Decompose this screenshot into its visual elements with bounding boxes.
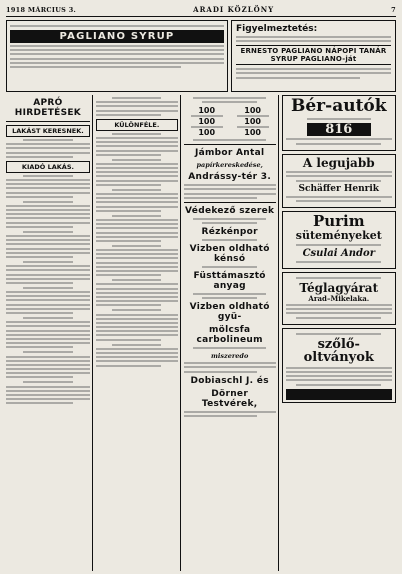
text-line: [6, 265, 90, 267]
text-line: [96, 240, 162, 242]
text-line: [96, 318, 178, 320]
figyelmeztetes-ad: [231, 20, 396, 92]
classified-entry: [6, 231, 90, 258]
vizben-kenso-body: [184, 266, 276, 268]
text-line: [6, 222, 90, 224]
vizben-kenso-title: Vizben oldható kénsó: [189, 243, 270, 264]
vizben-title-line-2: mölcsfa carbolineum: [196, 325, 263, 346]
text-line: [6, 342, 90, 344]
ber-autok-body: [286, 118, 392, 120]
text-line: [6, 346, 73, 348]
text-line: [286, 379, 392, 381]
text-line: [286, 171, 392, 173]
text-line: [96, 274, 162, 276]
text-line: [236, 77, 360, 79]
szollo-lead: [286, 333, 392, 335]
text-line: [96, 326, 178, 328]
text-line: [96, 114, 162, 116]
jambor-address: Andrássy-tér 3.: [188, 172, 272, 183]
text-line: [6, 243, 90, 245]
text-line: [96, 175, 178, 177]
text-line: [6, 192, 90, 194]
grid-number: 100: [244, 106, 261, 116]
szollo-title-line-2: oltványok: [303, 350, 374, 366]
text-line: [112, 133, 161, 135]
csulai-body: [286, 261, 392, 263]
classified-entry: [96, 309, 178, 340]
szollo-title-line-1: szőlő-: [317, 336, 360, 352]
running-head-page-number: 7: [391, 6, 396, 14]
section-header-flats-to-let: KIADÓ LAKÁS.: [6, 161, 90, 173]
text-line: [6, 213, 90, 215]
text-line: [296, 180, 381, 182]
text-line: [236, 68, 391, 70]
text-line: [286, 371, 392, 373]
text-line: [184, 184, 276, 186]
ber-autok-ad: [282, 95, 396, 151]
grid-number: 100: [244, 117, 261, 127]
text-line: [96, 201, 178, 203]
text-line: [6, 274, 90, 276]
text-line: [6, 386, 90, 388]
text-line: [96, 236, 178, 238]
purim-body: [286, 244, 392, 246]
text-line: [6, 390, 90, 392]
vizben-body: [184, 347, 276, 349]
section-header-miscellaneous: KÜLÖNFÉLE.: [96, 119, 178, 131]
text-line: [6, 295, 90, 297]
text-line: [6, 334, 90, 336]
display-ad-head: [184, 97, 276, 103]
text-line: [286, 308, 392, 310]
text-line: [96, 210, 162, 212]
szollo-ad: [282, 328, 396, 403]
purim-subtitle: süteményeket: [295, 229, 382, 243]
grid-number: 100: [244, 128, 261, 138]
text-line: [184, 362, 276, 364]
text-line: [191, 115, 223, 117]
text-line: [23, 231, 73, 233]
text-line: [96, 352, 178, 354]
figyelmeztetes-banner: ERNESTO PAGLIANO NÁPOPI TANÁR SYRUP PAGLIANO-ját: [236, 45, 391, 65]
running-head-date: 1918 MÁRCIUS 3.: [6, 6, 77, 14]
legujabb-body: [286, 171, 392, 181]
text-line: [296, 244, 381, 246]
classified-entry: [6, 139, 90, 158]
text-line: [6, 256, 73, 258]
szollo-body: [286, 367, 392, 386]
text-line: [10, 45, 224, 47]
classified-entry: [96, 133, 178, 156]
text-line: [112, 159, 161, 161]
text-line: [96, 223, 178, 225]
figyelmeztetes-title: Figyelmeztetés:: [236, 24, 318, 34]
text-line: [96, 270, 178, 272]
column-3: [184, 95, 279, 571]
text-line: [96, 180, 178, 182]
text-line: [6, 147, 90, 149]
text-line: [6, 179, 90, 181]
figyelmeztetes-lead-lines: [236, 36, 391, 42]
text-line: [96, 330, 178, 332]
classified-entry: [96, 97, 178, 116]
columns: [6, 95, 396, 571]
classified-entry: [96, 279, 178, 306]
text-line: [6, 209, 90, 211]
text-line: [191, 126, 223, 128]
text-line: [10, 62, 224, 64]
text-line: [96, 262, 178, 264]
text-line: [6, 308, 90, 310]
vedekezo-body: [184, 218, 276, 224]
text-line: [112, 97, 161, 99]
column-1: [6, 95, 93, 571]
text-line: [96, 249, 178, 251]
text-line: [286, 175, 392, 177]
miszeredo-label: miszeredo: [211, 352, 249, 361]
top-ad-row: [6, 20, 396, 92]
running-head: [6, 5, 396, 17]
text-line: [96, 348, 178, 350]
text-line: [23, 175, 73, 177]
text-line: [6, 394, 90, 396]
text-line: [6, 368, 90, 370]
rezkenpor-body: [184, 239, 276, 241]
text-line: [184, 188, 276, 190]
text-line: [193, 293, 266, 295]
divider: [6, 121, 90, 122]
classified-entry: [6, 381, 90, 404]
dobiaschl-body: [184, 411, 276, 417]
szollo-contact-bar: [286, 389, 392, 400]
text-line: [96, 339, 162, 341]
text-line: [296, 384, 381, 386]
text-line: [6, 196, 73, 198]
classified-entry: [96, 344, 178, 367]
text-line: [202, 297, 257, 299]
section-header-wanted-flats: LAKÁST KERESNEK.: [6, 125, 90, 137]
text-line: [307, 118, 371, 120]
schaffer-body: [286, 196, 392, 202]
text-line: [23, 287, 73, 289]
text-line: [193, 347, 266, 349]
text-line: [6, 278, 90, 280]
text-line: [6, 398, 90, 400]
text-line: [6, 330, 90, 332]
text-line: [296, 277, 381, 279]
text-line: [10, 66, 181, 68]
miszeredo-body: [184, 362, 276, 372]
fustolo-title: Füsttámasztó anyag: [193, 270, 266, 291]
jambor-title: Jámbor Antal: [194, 148, 265, 159]
text-line: [6, 183, 90, 185]
schaffer-name: Schäffer Henrik: [298, 183, 380, 194]
text-line: [184, 197, 257, 199]
vedekezo-title: Védekező szerek: [185, 205, 275, 216]
divider: [184, 202, 276, 203]
text-line: [296, 200, 381, 202]
jambor-body: [184, 184, 276, 199]
text-line: [193, 97, 266, 99]
text-line: [6, 364, 90, 366]
text-line: [96, 365, 162, 367]
text-line: [6, 152, 90, 154]
text-line: [6, 217, 90, 219]
figyelmeztetes-body-lines: [236, 68, 391, 78]
text-line: [6, 239, 90, 241]
classified-entry: [6, 317, 90, 348]
dobiaschl-subtitle: Dörner Testvérek,: [201, 388, 258, 409]
text-line: [96, 145, 178, 147]
text-line: [112, 309, 161, 311]
text-line: [237, 115, 269, 117]
legujabb-ad: [282, 154, 396, 209]
text-line: [193, 218, 266, 220]
text-line: [286, 375, 392, 377]
classified-entry: [96, 215, 178, 242]
legujabb-title: A legujabb: [302, 155, 375, 170]
text-line: [296, 143, 381, 145]
vizben-title-line-1: Vizben oldható gyü-: [189, 302, 270, 323]
text-line: [6, 376, 73, 378]
text-line: [112, 279, 161, 281]
text-line: [10, 49, 224, 51]
text-line: [6, 321, 90, 323]
text-line: [6, 356, 90, 358]
text-line: [96, 232, 178, 234]
classified-entry: [6, 201, 90, 228]
text-line: [296, 333, 381, 335]
csulai-name: Csulai Andor: [302, 247, 375, 259]
text-line: [202, 266, 257, 268]
text-line: [6, 282, 73, 284]
text-line: [96, 184, 162, 186]
text-line: [6, 205, 90, 207]
text-line: [6, 402, 73, 404]
text-line: [237, 126, 269, 128]
text-line: [23, 139, 73, 141]
text-line: [10, 25, 224, 27]
text-line: [296, 261, 381, 263]
text-line: [96, 288, 178, 290]
text-line: [286, 304, 392, 306]
classified-entry: [6, 287, 90, 314]
ber-autok-footer: [286, 138, 392, 144]
text-line: [10, 53, 224, 55]
pagliano-syrup-title: PAGLIANO SYRUP: [10, 30, 224, 43]
column-4: [282, 95, 396, 571]
text-line: [6, 325, 90, 327]
text-line: [6, 156, 73, 158]
column-2: [96, 95, 181, 571]
text-line: [6, 304, 90, 306]
classifieds-header: APRÓ HIRDETÉSEK: [14, 98, 82, 118]
text-line: [112, 189, 161, 191]
syrup-ad-lead-lines: [10, 25, 224, 27]
text-line: [96, 296, 178, 298]
classified-entry: [6, 261, 90, 284]
text-line: [96, 105, 178, 107]
text-line: [184, 366, 276, 368]
text-line: [236, 72, 391, 74]
text-line: [96, 154, 162, 156]
text-line: [6, 235, 90, 237]
text-line: [96, 193, 178, 195]
text-line: [6, 291, 90, 293]
text-line: [96, 110, 178, 112]
divider: [184, 144, 276, 145]
text-line: [96, 356, 178, 358]
text-line: [96, 322, 178, 324]
text-line: [286, 196, 392, 198]
pagliano-syrup-ad: [6, 20, 228, 92]
text-line: [6, 143, 90, 145]
fustolo-body: [184, 293, 276, 299]
text-line: [6, 248, 90, 250]
classified-entry: [6, 175, 90, 198]
teglagyar-lead: [286, 277, 392, 279]
text-line: [286, 312, 392, 314]
text-line: [202, 239, 257, 241]
text-line: [96, 292, 178, 294]
text-line: [6, 269, 90, 271]
text-line: [96, 219, 178, 221]
text-line: [23, 201, 73, 203]
text-line: [96, 257, 178, 259]
text-line: [6, 372, 90, 374]
text-line: [202, 222, 257, 224]
text-line: [96, 137, 178, 139]
text-line: [96, 163, 178, 165]
text-line: [6, 187, 90, 189]
classified-entry: [96, 189, 178, 212]
text-line: [193, 139, 266, 141]
text-line: [112, 344, 161, 346]
text-line: [96, 206, 178, 208]
teglagyar-title: Téglagyárat: [299, 281, 379, 296]
dobiaschl-title: Dobiaschl J. és: [190, 375, 269, 386]
text-line: [96, 253, 178, 255]
text-line: [10, 58, 224, 60]
text-line: [96, 197, 178, 199]
text-line: [96, 300, 178, 302]
teglagyar-ad: [282, 272, 396, 325]
rezkenpor-title: Rézkénpor: [201, 226, 258, 237]
text-line: [96, 171, 178, 173]
text-line: [23, 351, 73, 353]
teglagyar-subtitle: Arad–Mikelaka.: [308, 293, 370, 303]
text-line: [286, 138, 392, 140]
classified-entry: [96, 159, 178, 186]
number-grid-footer: [184, 139, 276, 141]
text-line: [6, 338, 90, 340]
text-line: [6, 252, 90, 254]
classified-entry: [6, 351, 90, 378]
text-line: [96, 314, 178, 316]
classified-entry: [96, 245, 178, 276]
jambor-subtitle: papírkereskedése,: [196, 161, 263, 170]
text-line: [112, 215, 161, 217]
text-line: [6, 299, 90, 301]
text-line: [23, 317, 73, 319]
syrup-ad-body-lines: [10, 45, 224, 68]
text-line: [184, 371, 257, 373]
text-line: [96, 141, 178, 143]
text-line: [296, 317, 381, 319]
text-line: [96, 167, 178, 169]
text-line: [184, 415, 257, 417]
ber-autok-title: Bér-autók: [291, 96, 387, 116]
grid-number: 100: [198, 128, 216, 138]
text-line: [236, 40, 391, 42]
text-line: [6, 360, 90, 362]
grid-number: 100: [198, 106, 216, 116]
grid-number: 100: [198, 117, 216, 127]
text-line: [23, 381, 73, 383]
text-line: [112, 245, 161, 247]
text-line: [202, 101, 257, 103]
text-line: [6, 312, 73, 314]
text-line: [236, 36, 391, 38]
teglagyar-body: [286, 304, 392, 319]
text-line: [96, 150, 178, 152]
text-line: [96, 101, 178, 103]
text-line: [96, 360, 178, 362]
text-line: [96, 266, 178, 268]
text-line: [96, 304, 162, 306]
text-line: [23, 261, 73, 263]
text-line: [286, 367, 392, 369]
running-head-title: ARADI KÖZLÖNY: [193, 5, 275, 14]
text-line: [184, 411, 276, 413]
text-line: [96, 227, 178, 229]
text-line: [6, 226, 73, 228]
purim-ad: [282, 211, 396, 269]
ber-autok-number: 816: [307, 123, 371, 137]
purim-title: Purim: [312, 212, 365, 231]
text-line: [96, 283, 178, 285]
number-grid-ad: [184, 106, 276, 137]
text-line: [96, 334, 178, 336]
text-line: [184, 193, 276, 195]
